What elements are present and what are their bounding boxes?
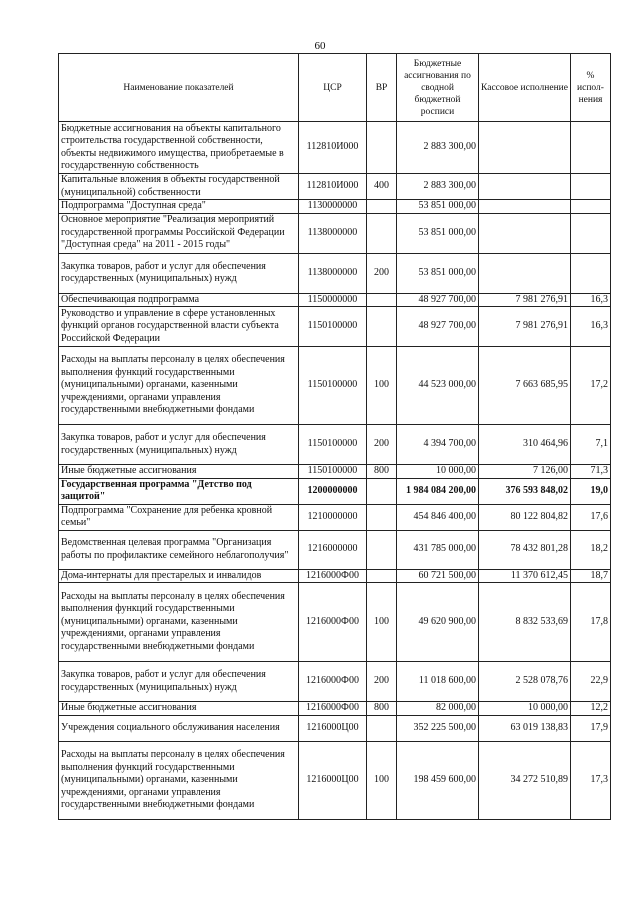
cell-pct [571, 253, 611, 293]
table-row [59, 293, 611, 307]
cell-csr: 1216000000 [299, 530, 367, 569]
cell-cash: 8 832 533,69 [479, 583, 571, 662]
cell-name: Закупка товаров, работ и услуг для обеспечения государственных (муниципальных) нужд [59, 662, 299, 702]
cell-name: Капитальные вложения в объекты государственной (муниципальной) собственности [59, 174, 299, 200]
cell-name: Закупка товаров, работ и услуг для обеспечения государственных (муниципальных) нужд [59, 425, 299, 465]
table-row [59, 122, 611, 174]
cell-vr: 100 [367, 742, 397, 820]
cell-vr [367, 530, 397, 569]
table-row [59, 716, 611, 742]
header-vr: ВР [367, 54, 397, 122]
cell-amount: 352 225 500,00 [397, 716, 479, 742]
cell-name: Ведомственная целевая программа "Организация работы по профилактике семейного неблагополучия" [59, 530, 299, 569]
cell-pct: 18,7 [571, 569, 611, 583]
cell-csr: 1150100000 [299, 465, 367, 479]
cell-cash [479, 200, 571, 214]
cell-csr: 1216000Ф00 [299, 569, 367, 583]
cell-pct: 22,9 [571, 662, 611, 702]
cell-csr: 1138000000 [299, 253, 367, 293]
cell-pct [571, 122, 611, 174]
table-row [59, 742, 611, 820]
cell-csr: 112810И000 [299, 122, 367, 174]
cell-csr: 1150100000 [299, 425, 367, 465]
table-row [59, 478, 611, 504]
cell-pct: 16,3 [571, 307, 611, 347]
cell-name: Подпрограмма "Сохранение для ребенка кровной семьи" [59, 504, 299, 530]
cell-cash: 310 464,96 [479, 425, 571, 465]
cell-name: Руководство и управление в сфере установленных функций органов государственной власти субъекта Российской Федерации [59, 307, 299, 347]
cell-cash: 7 126,00 [479, 465, 571, 479]
cell-csr: 1130000000 [299, 200, 367, 214]
cell-vr [367, 307, 397, 347]
cell-cash: 78 432 801,28 [479, 530, 571, 569]
cell-csr: 1150100000 [299, 307, 367, 347]
cell-csr: 1216000Ц00 [299, 742, 367, 820]
cell-pct: 17,8 [571, 583, 611, 662]
table-row [59, 200, 611, 214]
cell-vr [367, 504, 397, 530]
cell-amount: 49 620 900,00 [397, 583, 479, 662]
table-row [59, 662, 611, 702]
cell-pct: 17,6 [571, 504, 611, 530]
cell-name: Учреждения социального обслуживания населения [59, 716, 299, 742]
header-cash: Кассовое исполнение [479, 54, 571, 122]
cell-pct: 19,0 [571, 478, 611, 504]
table-row [59, 425, 611, 465]
cell-vr: 800 [367, 702, 397, 716]
cell-csr: 1216000Ф00 [299, 702, 367, 716]
cell-csr: 1216000Ф00 [299, 583, 367, 662]
cell-pct: 17,2 [571, 347, 611, 425]
cell-csr: 1200000000 [299, 478, 367, 504]
cell-name: Государственная программа "Детство под защитой" [59, 478, 299, 504]
cell-amount: 4 394 700,00 [397, 425, 479, 465]
budget-execution-table [58, 53, 611, 820]
table-header-row [59, 54, 611, 122]
cell-cash: 7 663 685,95 [479, 347, 571, 425]
cell-amount: 198 459 600,00 [397, 742, 479, 820]
cell-amount: 454 846 400,00 [397, 504, 479, 530]
cell-amount: 44 523 000,00 [397, 347, 479, 425]
header-pct: % испол-нения [571, 54, 611, 122]
cell-amount: 11 018 600,00 [397, 662, 479, 702]
cell-csr: 1138000000 [299, 213, 367, 253]
table-row [59, 174, 611, 200]
cell-vr [367, 478, 397, 504]
table-row [59, 213, 611, 253]
table-row [59, 569, 611, 583]
cell-amount: 53 851 000,00 [397, 253, 479, 293]
cell-pct: 71,3 [571, 465, 611, 479]
cell-name: Бюджетные ассигнования на объекты капитального строительства государственной собственности, объекты недвижимого имущества, приобретаемые в государственную собственность [59, 122, 299, 174]
cell-cash [479, 213, 571, 253]
cell-vr: 100 [367, 583, 397, 662]
cell-pct: 7,1 [571, 425, 611, 465]
cell-vr [367, 293, 397, 307]
cell-csr: 1216000Ф00 [299, 662, 367, 702]
cell-pct: 18,2 [571, 530, 611, 569]
cell-csr: 1216000Ц00 [299, 716, 367, 742]
cell-cash: 11 370 612,45 [479, 569, 571, 583]
cell-amount: 53 851 000,00 [397, 213, 479, 253]
cell-cash: 34 272 510,89 [479, 742, 571, 820]
cell-amount: 53 851 000,00 [397, 200, 479, 214]
cell-name: Обеспечивающая подпрограмма [59, 293, 299, 307]
cell-amount: 60 721 500,00 [397, 569, 479, 583]
cell-pct: 17,9 [571, 716, 611, 742]
cell-name: Дома-интернаты для престарелых и инвалидов [59, 569, 299, 583]
table-row [59, 530, 611, 569]
cell-vr [367, 569, 397, 583]
table-row [59, 347, 611, 425]
cell-amount: 1 984 084 200,00 [397, 478, 479, 504]
header-budget: Бюджетные ассигнования по сводной бюджетной росписи [397, 54, 479, 122]
table-row [59, 465, 611, 479]
cell-vr: 200 [367, 425, 397, 465]
cell-vr: 200 [367, 253, 397, 293]
cell-csr: 1150100000 [299, 347, 367, 425]
cell-pct: 16,3 [571, 293, 611, 307]
table-row [59, 307, 611, 347]
cell-name: Расходы на выплаты персоналу в целях обеспечения выполнения функций государственными (муниципальными) органами, казенными учреждениями, органами управления государственными внебюджетными фондами [59, 347, 299, 425]
cell-amount: 431 785 000,00 [397, 530, 479, 569]
cell-cash: 376 593 848,02 [479, 478, 571, 504]
cell-vr: 100 [367, 347, 397, 425]
cell-amount: 10 000,00 [397, 465, 479, 479]
cell-amount: 48 927 700,00 [397, 293, 479, 307]
cell-cash [479, 253, 571, 293]
cell-name: Иные бюджетные ассигнования [59, 702, 299, 716]
cell-pct [571, 174, 611, 200]
cell-cash: 7 981 276,91 [479, 293, 571, 307]
table-row [59, 702, 611, 716]
cell-name: Закупка товаров, работ и услуг для обеспечения государственных (муниципальных) нужд [59, 253, 299, 293]
cell-cash: 10 000,00 [479, 702, 571, 716]
cell-cash [479, 174, 571, 200]
cell-cash: 2 528 078,76 [479, 662, 571, 702]
page-number: 60 [314, 40, 326, 52]
header-name: Наименование показателей [59, 54, 299, 122]
cell-vr [367, 200, 397, 214]
cell-csr: 1210000000 [299, 504, 367, 530]
cell-cash [479, 122, 571, 174]
cell-name: Основное мероприятие "Реализация мероприятий государственной программы Российской Федерации "Доступная среда" на 2011 - 2015 годы" [59, 213, 299, 253]
cell-amount: 82 000,00 [397, 702, 479, 716]
cell-amount: 48 927 700,00 [397, 307, 479, 347]
cell-name: Расходы на выплаты персоналу в целях обеспечения выполнения функций государственными (муниципальными) органами, казенными учреждениями, органами управления государственными внебюджетными фондами [59, 742, 299, 820]
table-row [59, 504, 611, 530]
cell-cash: 63 019 138,83 [479, 716, 571, 742]
table-row [59, 253, 611, 293]
cell-pct [571, 200, 611, 214]
cell-pct [571, 213, 611, 253]
cell-name: Подпрограмма "Доступная среда" [59, 200, 299, 214]
cell-vr: 200 [367, 662, 397, 702]
cell-vr: 800 [367, 465, 397, 479]
table-row [59, 583, 611, 662]
cell-pct: 12,2 [571, 702, 611, 716]
cell-vr [367, 122, 397, 174]
cell-csr: 1150000000 [299, 293, 367, 307]
cell-name: Иные бюджетные ассигнования [59, 465, 299, 479]
cell-cash: 7 981 276,91 [479, 307, 571, 347]
cell-vr [367, 716, 397, 742]
cell-vr [367, 213, 397, 253]
cell-vr: 400 [367, 174, 397, 200]
cell-csr: 112810И000 [299, 174, 367, 200]
cell-amount: 2 883 300,00 [397, 174, 479, 200]
header-csr: ЦСР [299, 54, 367, 122]
cell-pct: 17,3 [571, 742, 611, 820]
cell-name: Расходы на выплаты персоналу в целях обеспечения выполнения функций государственными (муниципальными) органами, казенными учреждениями, органами управления государственными внебюджетными фондами [59, 583, 299, 662]
cell-cash: 80 122 804,82 [479, 504, 571, 530]
cell-amount: 2 883 300,00 [397, 122, 479, 174]
